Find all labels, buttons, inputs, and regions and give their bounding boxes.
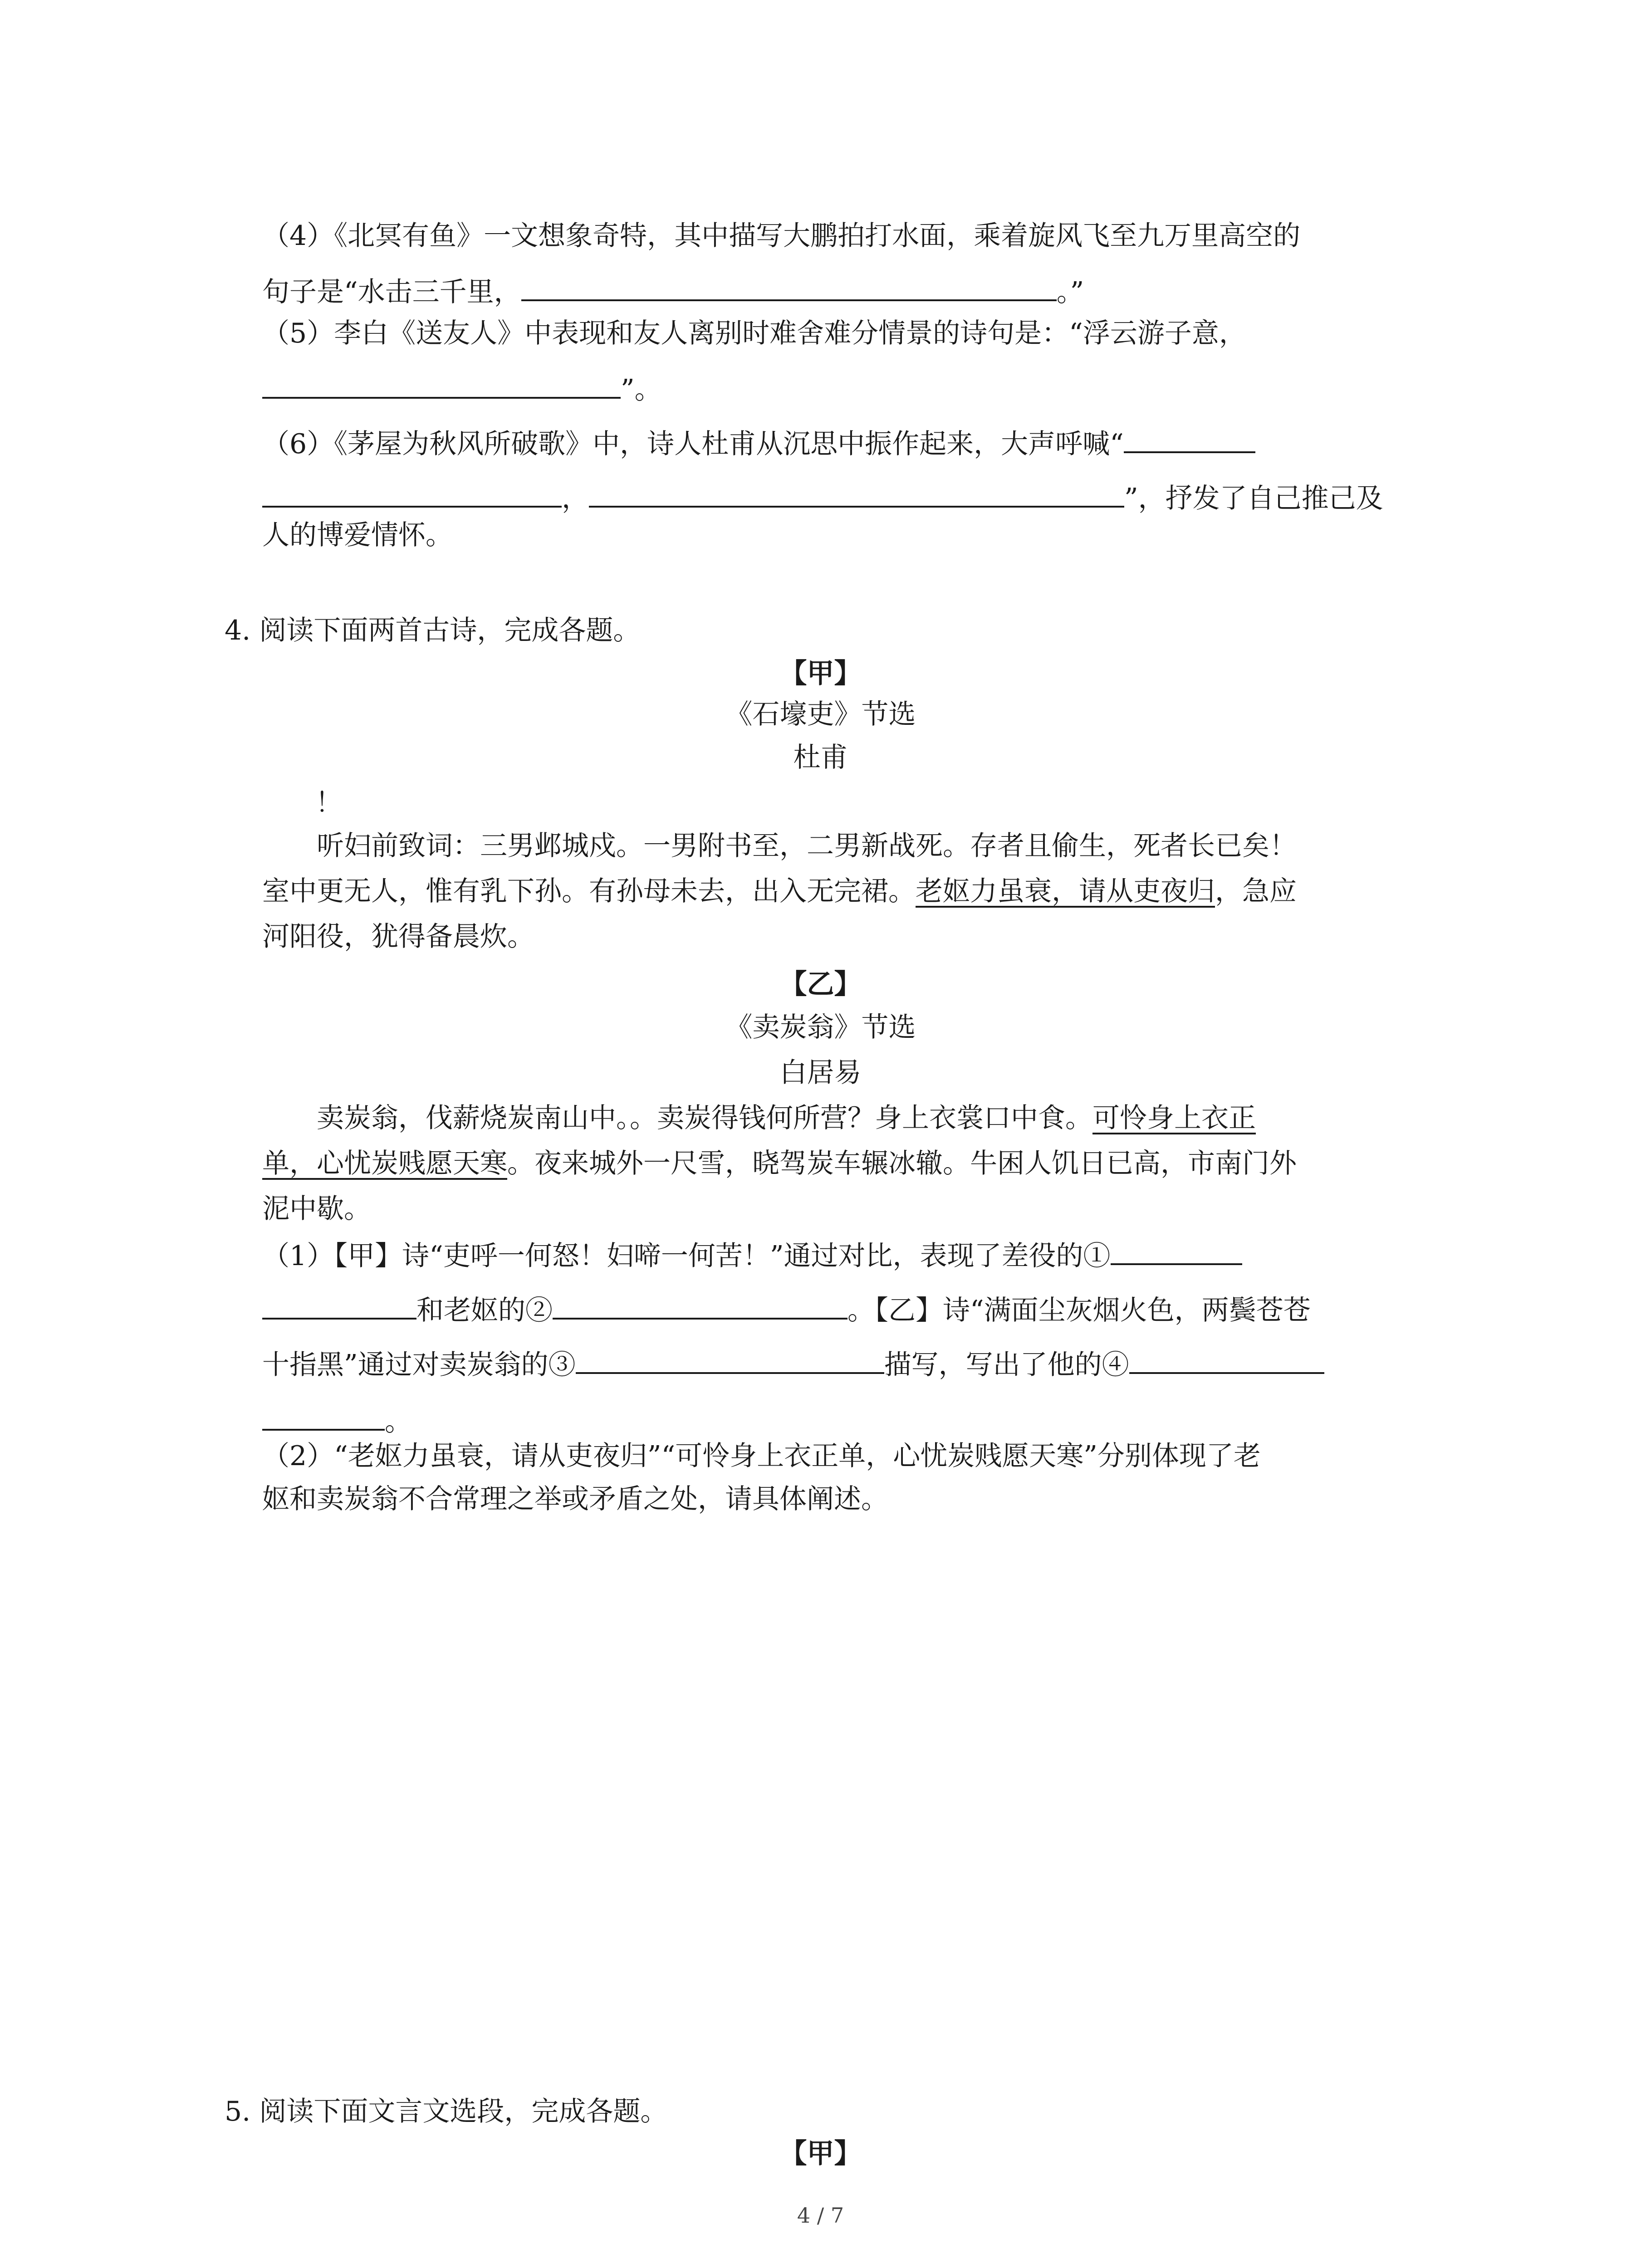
q3-item4-line1: （4）《北冥有鱼》一文想象奇特，其中描写大鹏拍打水面，乘着旋风飞至九万里高空的 bbox=[262, 220, 1301, 252]
q4-yi-line3: 泥中歇。 bbox=[262, 1193, 371, 1225]
q4-sub2-line2: 妪和卖炭翁不合常理之举或矛盾之处，请具体阐述。 bbox=[262, 1483, 888, 1515]
q4-yi-author: 白居易 bbox=[779, 1057, 862, 1089]
answer-blank[interactable] bbox=[1129, 1349, 1324, 1374]
answer-blank[interactable] bbox=[576, 1349, 884, 1374]
q4-jia-line2: 室中更无人，惟有乳下孙。有孙母未去，出入无完裙。老妪力虽衰，请从吏夜归，急应 bbox=[262, 875, 1297, 907]
q4-yi-title: 《卖炭翁》节选 bbox=[725, 1012, 916, 1043]
q4-yi-line1: 卖炭翁，伐薪烧炭南山中。。卖炭得钱何所营？身上衣裳口中食。可怜身上衣正 bbox=[317, 1102, 1256, 1134]
answer-blank[interactable] bbox=[262, 483, 562, 508]
q4-yi-line2: 单，心忧炭贱愿天寒。夜来城外一尺雪，晓驾炭车辗冰辙。牛困人饥日已高，市南门外 bbox=[262, 1148, 1297, 1179]
q3-item5-line2: ”。 bbox=[262, 374, 662, 403]
q4-jia-mark: ！ bbox=[315, 787, 343, 819]
q4-sub2-line1: （2）“老妪力虽衰，请从吏夜归”“可怜身上衣正单，心忧炭贱愿天寒”分别体现了老 bbox=[262, 1440, 1261, 1472]
answer-blank[interactable] bbox=[262, 374, 621, 399]
q3-item4-line2: 句子是“水击三千里， 。” bbox=[262, 276, 1084, 308]
answer-blank[interactable] bbox=[521, 277, 1057, 301]
q4-yi-label: 【乙】 bbox=[779, 968, 862, 1000]
answer-blank[interactable] bbox=[553, 1295, 847, 1320]
q3-item6-line1: （6）《茅屋为秋风所破歌》中，诗人杜甫从沉思中振作起来，大声呼喊“ bbox=[262, 429, 1255, 458]
q4-sub1-line3: 十指黑”通过对卖炭翁的③ 描写，写出了他的④ bbox=[262, 1349, 1324, 1378]
answer-blank[interactable] bbox=[589, 483, 1124, 508]
q3-item6-line2: ， ”，抒发了自己推己及 bbox=[262, 483, 1383, 512]
q5-jia-label: 【甲】 bbox=[779, 2138, 862, 2170]
q4-jia-line3: 河阳役，犹得备晨炊。 bbox=[262, 921, 534, 953]
page-number: 4 / 7 bbox=[797, 2203, 844, 2228]
q4-jia-label: 【甲】 bbox=[779, 658, 862, 689]
q4-sub1-line2: 和老妪的② 。【乙】诗“满面尘灰烟火色，两鬓苍苍 bbox=[262, 1295, 1311, 1324]
q4-sub1-line1: （1）【甲】诗“吏呼一何怒！妇啼一何苦！”通过对比，表现了差役的① bbox=[262, 1241, 1242, 1270]
q4-sub1-line4: 。 bbox=[262, 1406, 412, 1435]
q4-jia-author: 杜甫 bbox=[793, 742, 848, 773]
q4-jia-line1: 听妇前致词：三男邺城戍。一男附书至，二男新战死。存者且偷生，死者长已矣！ bbox=[317, 830, 1297, 862]
answer-blank[interactable] bbox=[1124, 429, 1255, 453]
q4-jia-title: 《石壕吏》节选 bbox=[725, 699, 916, 730]
q3-item5-line1: （5）李白《送友人》中表现和友人离别时难舍难分情景的诗句是：“浮云游子意， bbox=[262, 318, 1246, 349]
q5-intro: 5. 阅读下面文言文选段，完成各题。 bbox=[225, 2096, 668, 2127]
answer-blank[interactable] bbox=[1111, 1241, 1242, 1265]
q3-item6-line3: 人的博爱情怀。 bbox=[262, 519, 453, 551]
answer-blank[interactable] bbox=[262, 1406, 385, 1431]
answer-blank[interactable] bbox=[262, 1295, 416, 1320]
q4-intro: 4. 阅读下面两首古诗，完成各题。 bbox=[225, 615, 641, 646]
